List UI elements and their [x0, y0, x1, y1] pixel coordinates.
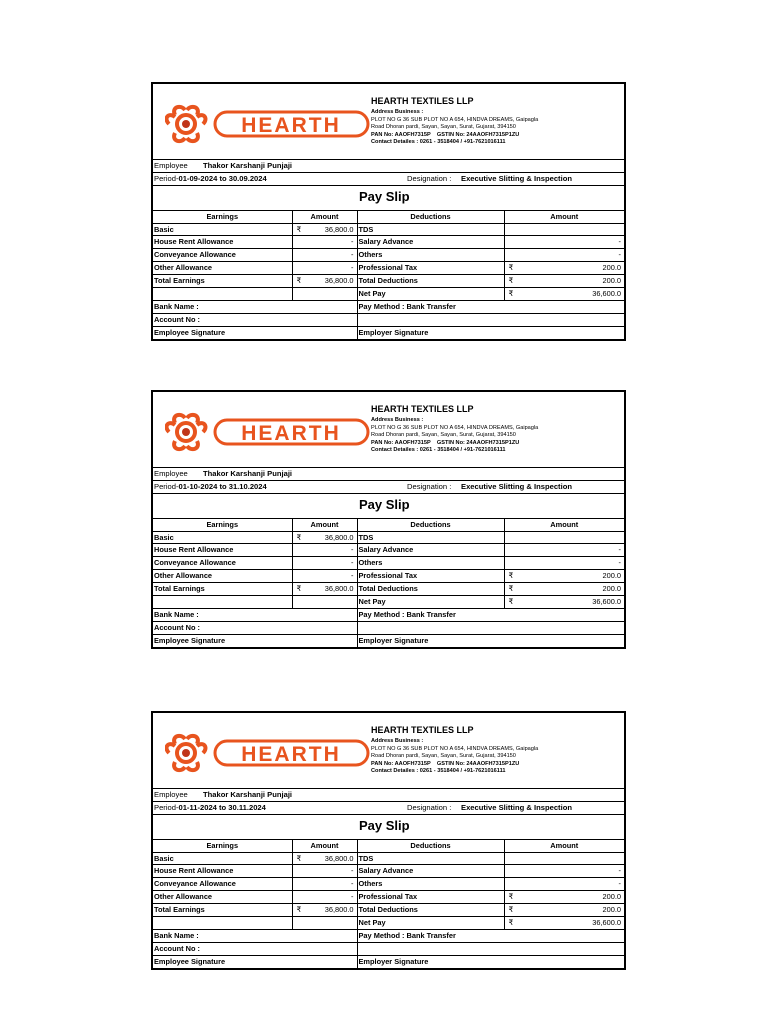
professional-tax-amount: ₹ 200.0 [504, 891, 624, 904]
table-row [153, 942, 624, 955]
others-amount: - [504, 249, 624, 262]
pay-slip-heading: Pay Slip [359, 817, 410, 833]
company-details [371, 96, 623, 147]
salary-advance-label: Salary Advance [357, 236, 504, 249]
total-earnings-label: Total Earnings [153, 904, 292, 917]
conveyance-amount: - [292, 878, 357, 891]
professional-tax-label: Professional Tax [357, 262, 504, 275]
table-header-row [153, 840, 624, 852]
other-allowance-label: Other Allowance [153, 262, 292, 275]
other-allowance-amount: - [292, 570, 357, 583]
earnings-header: Earnings [153, 519, 292, 531]
deductions-amount-header: Amount [504, 211, 624, 223]
net-pay-label: Net Pay [357, 596, 504, 609]
total-earnings-label: Total Earnings [153, 275, 292, 288]
total-deductions-label: Total Deductions [357, 583, 504, 596]
empty-cell [153, 596, 292, 609]
table-row [153, 621, 624, 634]
bank-name-label: Bank Name : [153, 300, 357, 313]
deductions-amount-header: Amount [504, 840, 624, 852]
earnings-deductions-table [153, 519, 624, 647]
basic-amount: ₹ 36,800.0 [292, 852, 357, 865]
hra-label: House Rent Allowance [153, 865, 292, 878]
company-name: HEARTH TEXTILES LLP [371, 725, 474, 735]
empty-cell [357, 942, 624, 955]
professional-tax-amount: ₹ 200.0 [504, 570, 624, 583]
pay-slip-title [153, 815, 624, 840]
period-row [153, 173, 624, 186]
other-allowance-amount: - [292, 891, 357, 904]
earnings-amount-header: Amount [292, 519, 357, 531]
net-pay-amount: ₹ 36,600.0 [504, 596, 624, 609]
tax-ids [371, 132, 623, 140]
employee-row [153, 789, 624, 802]
pay-method-label: Pay Method : Bank Transfer [357, 300, 624, 313]
pan-number: PAN No: AAOFH7315P [371, 760, 431, 767]
slip-header [153, 713, 624, 789]
salary-advance-label: Salary Advance [357, 544, 504, 557]
others-amount: - [504, 878, 624, 891]
table-row [153, 852, 624, 865]
other-allowance-label: Other Allowance [153, 891, 292, 904]
employer-signature-label: Employer Signature [357, 326, 624, 338]
account-no-label: Account No : [153, 942, 357, 955]
slip-header [153, 84, 624, 160]
tds-amount [504, 223, 624, 236]
designation-label: Designation : [407, 802, 452, 812]
basic-label: Basic [153, 531, 292, 544]
table-row [153, 955, 624, 967]
hearth-logo [165, 412, 370, 452]
salary-advance-amount: - [504, 865, 624, 878]
deductions-header: Deductions [357, 211, 504, 223]
table-row [153, 570, 624, 583]
conveyance-label: Conveyance Allowance [153, 878, 292, 891]
conveyance-amount: - [292, 557, 357, 570]
net-pay-label: Net Pay [357, 288, 504, 301]
contact-details: Contact Detailes : 0261 - 3518404 / +91-7621016111 [371, 768, 506, 775]
account-no-label: Account No : [153, 621, 357, 634]
address-line-2: Road Dhoran pardi, Sayan, Sayan, Surat, Gujarat, 394150 [371, 432, 516, 439]
earnings-header: Earnings [153, 840, 292, 852]
other-allowance-label: Other Allowance [153, 570, 292, 583]
total-earnings-amount: ₹ 36,800.0 [292, 904, 357, 917]
company-details [371, 725, 623, 776]
hra-amount: - [292, 236, 357, 249]
pay-slip-card [151, 82, 626, 341]
table-row [153, 891, 624, 904]
conveyance-label: Conveyance Allowance [153, 557, 292, 570]
table-row [153, 249, 624, 262]
designation-label: Designation : [407, 481, 452, 491]
logo-wordmark: HEARTH [241, 743, 341, 766]
tax-ids [371, 440, 623, 448]
table-header-row [153, 519, 624, 531]
table-row [153, 878, 624, 891]
deductions-amount-header: Amount [504, 519, 624, 531]
net-pay-amount: ₹ 36,600.0 [504, 288, 624, 301]
earnings-deductions-table [153, 211, 624, 339]
empty-cell [153, 917, 292, 930]
basic-label: Basic [153, 852, 292, 865]
table-row [153, 865, 624, 878]
address-line-1: PLOT NO G 36 SUB PLOT NO A 654, HINDVA DREAMS, Gaipagla [371, 424, 539, 431]
total-deductions-amount: ₹ 200.0 [504, 583, 624, 596]
logo-wordmark: HEARTH [241, 422, 341, 445]
period-value: 01-11-2024 to 30.11.2024 [178, 802, 266, 812]
salary-advance-amount: - [504, 236, 624, 249]
employee-name: Thakor Karshanji Punjaji [203, 790, 293, 799]
address-label: Address Business : [371, 738, 424, 744]
empty-cell [357, 313, 624, 326]
pay-slip-heading: Pay Slip [359, 188, 410, 204]
employee-name: Thakor Karshanji Punjaji [203, 469, 293, 478]
pay-slip-title [153, 494, 624, 519]
basic-amount: ₹ 36,800.0 [292, 531, 357, 544]
pan-number: PAN No: AAOFH7315P [371, 131, 431, 138]
period-text: Period-01-09-2024 to 30.09.2024 [154, 173, 267, 183]
empty-cell [357, 621, 624, 634]
tds-amount [504, 531, 624, 544]
designation-value: Executive Slitting & Inspection [461, 173, 572, 183]
table-row [153, 904, 624, 917]
tds-label: TDS [357, 531, 504, 544]
pay-slip-card [151, 390, 626, 649]
tax-ids [371, 761, 623, 769]
table-row [153, 288, 624, 301]
basic-label: Basic [153, 223, 292, 236]
pay-slip-heading: Pay Slip [359, 496, 410, 512]
bank-name-label: Bank Name : [153, 929, 357, 942]
others-amount: - [504, 557, 624, 570]
professional-tax-label: Professional Tax [357, 891, 504, 904]
address-line-1: PLOT NO G 36 SUB PLOT NO A 654, HINDVA DREAMS, Gaipagla [371, 116, 539, 123]
address-line-2: Road Dhoran pardi, Sayan, Sayan, Surat, Gujarat, 394150 [371, 753, 516, 760]
period-text: Period-01-11-2024 to 30.11.2024 [154, 802, 266, 812]
hra-label: House Rent Allowance [153, 236, 292, 249]
employee-label: Employee [154, 469, 188, 478]
employee-label: Employee [154, 161, 188, 170]
employee-signature-label: Employee Signature [153, 326, 357, 338]
empty-cell [292, 596, 357, 609]
table-row [153, 236, 624, 249]
address-line-1: PLOT NO G 36 SUB PLOT NO A 654, HINDVA DREAMS, Gaipagla [371, 745, 539, 752]
table-row [153, 929, 624, 942]
empty-cell [292, 917, 357, 930]
gstin-number: GSTIN No: 24AAOFH7315P1ZU [436, 760, 520, 767]
employer-signature-label: Employer Signature [357, 955, 624, 967]
total-deductions-label: Total Deductions [357, 904, 504, 917]
deductions-header: Deductions [357, 519, 504, 531]
contact-details: Contact Detailes : 0261 - 3518404 / +91-7621016111 [371, 139, 506, 146]
earnings-amount-header: Amount [292, 211, 357, 223]
table-row [153, 531, 624, 544]
empty-cell [292, 288, 357, 301]
tds-amount [504, 852, 624, 865]
hearth-logo [165, 104, 370, 144]
hra-label: House Rent Allowance [153, 544, 292, 557]
pay-method-label: Pay Method : Bank Transfer [357, 929, 624, 942]
period-row [153, 481, 624, 494]
table-row [153, 223, 624, 236]
professional-tax-amount: ₹ 200.0 [504, 262, 624, 275]
employee-label: Employee [154, 790, 188, 799]
employee-name: Thakor Karshanji Punjaji [203, 161, 293, 170]
address-line-2: Road Dhoran pardi, Sayan, Sayan, Surat, Gujarat, 394150 [371, 124, 516, 131]
table-row [153, 300, 624, 313]
pay-slip-card [151, 711, 626, 970]
address-label: Address Business : [371, 417, 424, 423]
bank-name-label: Bank Name : [153, 608, 357, 621]
employee-signature-label: Employee Signature [153, 634, 357, 646]
pan-number: PAN No: AAOFH7315P [371, 439, 431, 446]
conveyance-amount: - [292, 249, 357, 262]
basic-amount: ₹ 36,800.0 [292, 223, 357, 236]
period-value: 01-09-2024 to 30.09.2024 [178, 173, 267, 183]
company-name: HEARTH TEXTILES LLP [371, 404, 474, 414]
period-value: 01-10-2024 to 31.10.2024 [178, 481, 267, 491]
slip-header [153, 392, 624, 468]
conveyance-label: Conveyance Allowance [153, 249, 292, 262]
salary-advance-label: Salary Advance [357, 865, 504, 878]
company-details [371, 404, 623, 455]
professional-tax-label: Professional Tax [357, 570, 504, 583]
designation-value: Executive Slitting & Inspection [461, 802, 572, 812]
salary-advance-amount: - [504, 544, 624, 557]
others-label: Others [357, 557, 504, 570]
total-deductions-amount: ₹ 200.0 [504, 275, 624, 288]
table-row [153, 583, 624, 596]
employee-row [153, 468, 624, 481]
gstin-number: GSTIN No: 24AAOFH7315P1ZU [436, 131, 520, 138]
tds-label: TDS [357, 852, 504, 865]
other-allowance-amount: - [292, 262, 357, 275]
pay-method-label: Pay Method : Bank Transfer [357, 608, 624, 621]
earnings-deductions-table [153, 840, 624, 968]
employer-signature-label: Employer Signature [357, 634, 624, 646]
net-pay-label: Net Pay [357, 917, 504, 930]
empty-cell [153, 288, 292, 301]
hra-amount: - [292, 544, 357, 557]
pay-slip-title [153, 186, 624, 211]
table-row [153, 544, 624, 557]
earnings-header: Earnings [153, 211, 292, 223]
table-row [153, 917, 624, 930]
deductions-header: Deductions [357, 840, 504, 852]
period-text: Period-01-10-2024 to 31.10.2024 [154, 481, 267, 491]
others-label: Others [357, 249, 504, 262]
total-earnings-amount: ₹ 36,800.0 [292, 275, 357, 288]
total-earnings-label: Total Earnings [153, 583, 292, 596]
tds-label: TDS [357, 223, 504, 236]
contact-details: Contact Detailes : 0261 - 3518404 / +91-7621016111 [371, 447, 506, 454]
period-row [153, 802, 624, 815]
gstin-number: GSTIN No: 24AAOFH7315P1ZU [436, 439, 520, 446]
total-earnings-amount: ₹ 36,800.0 [292, 583, 357, 596]
hra-amount: - [292, 865, 357, 878]
designation-label: Designation : [407, 173, 452, 183]
table-row [153, 608, 624, 621]
employee-row [153, 160, 624, 173]
net-pay-amount: ₹ 36,600.0 [504, 917, 624, 930]
account-no-label: Account No : [153, 313, 357, 326]
table-row [153, 262, 624, 275]
table-row [153, 557, 624, 570]
table-row [153, 313, 624, 326]
total-deductions-label: Total Deductions [357, 275, 504, 288]
table-header-row [153, 211, 624, 223]
company-name: HEARTH TEXTILES LLP [371, 96, 474, 106]
table-row [153, 634, 624, 646]
designation-value: Executive Slitting & Inspection [461, 481, 572, 491]
hearth-logo [165, 733, 370, 773]
table-row [153, 326, 624, 338]
employee-signature-label: Employee Signature [153, 955, 357, 967]
total-deductions-amount: ₹ 200.0 [504, 904, 624, 917]
earnings-amount-header: Amount [292, 840, 357, 852]
address-label: Address Business : [371, 109, 424, 115]
table-row [153, 596, 624, 609]
logo-wordmark: HEARTH [241, 114, 341, 137]
table-row [153, 275, 624, 288]
others-label: Others [357, 878, 504, 891]
